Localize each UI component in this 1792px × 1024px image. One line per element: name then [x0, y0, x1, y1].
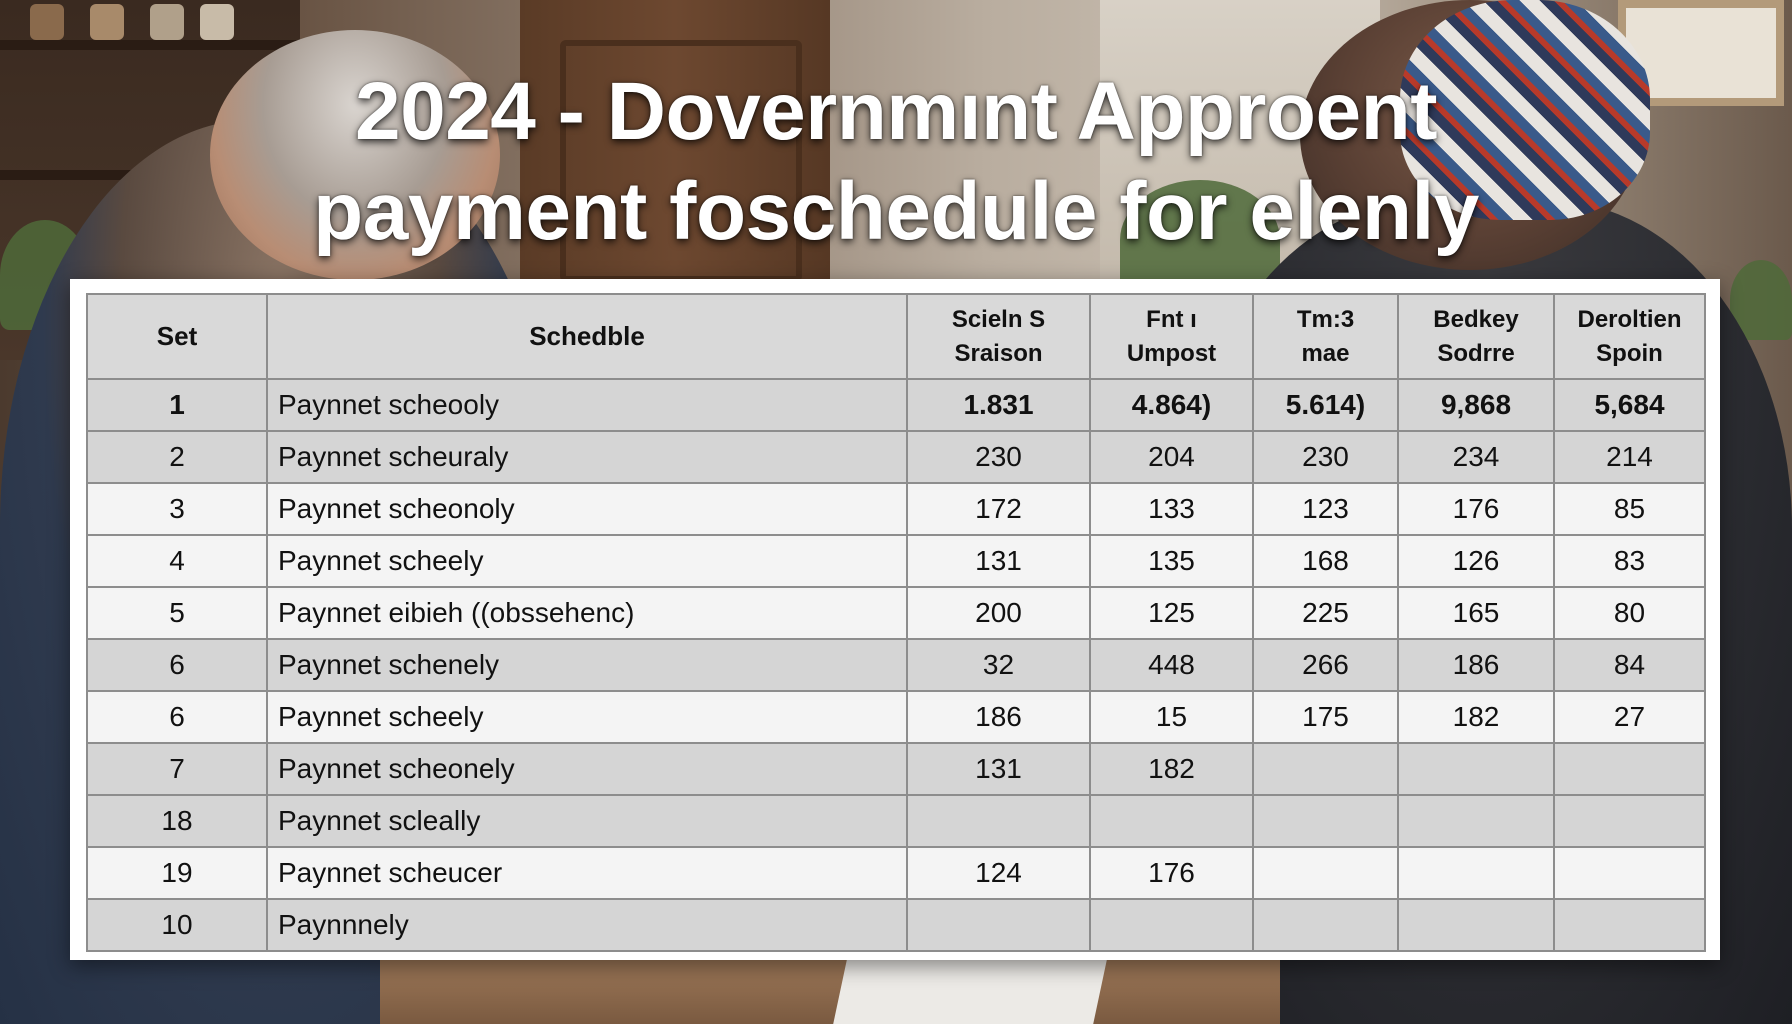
table-row: [87, 743, 1705, 795]
column-header-label: Spoin: [1596, 339, 1663, 367]
cell-value: 204: [1090, 431, 1253, 483]
cell-value: 266: [1253, 639, 1398, 691]
column-header-label: Scieln S: [951, 305, 1046, 333]
cell-value: 131: [907, 743, 1090, 795]
column-header-5: [1253, 294, 1398, 379]
cell-value: 1.831: [907, 379, 1090, 431]
column-header-7: [1554, 294, 1705, 379]
cell-value: 225: [1253, 587, 1398, 639]
jar: [90, 4, 124, 40]
table-row: [87, 379, 1705, 431]
column-header-4: [1090, 294, 1253, 379]
cell-value: 186: [1398, 639, 1554, 691]
wooden-table: [380, 955, 1280, 1024]
paper-document: [833, 960, 1107, 1024]
column-header-label: Sodrre: [1437, 339, 1515, 367]
cell-schedule: Paynnet schenely: [267, 639, 907, 691]
cell-value: [1554, 743, 1705, 795]
shelf-board: [0, 40, 300, 50]
headline-line-2: payment foschedule for elenly: [313, 166, 1479, 257]
cell-value: 83: [1554, 535, 1705, 587]
cell-value: [1398, 899, 1554, 951]
column-header-label: Set: [156, 321, 198, 351]
cell-schedule: Paynnet scheonely: [267, 743, 907, 795]
table-row: [87, 431, 1705, 483]
column-header-label: Fnt ı: [1146, 305, 1197, 333]
cell-schedule: Paynnet eibieh ((obssehenc): [267, 587, 907, 639]
cell-value: 27: [1554, 691, 1705, 743]
cell-value: [1554, 847, 1705, 899]
cell-value: [1554, 899, 1705, 951]
jar: [200, 4, 234, 40]
table-row: [87, 535, 1705, 587]
cell-value: 230: [1253, 431, 1398, 483]
cell-schedule: Paynnet scheely: [267, 691, 907, 743]
cell-set: 19: [87, 847, 267, 899]
headline-line-1: 2024 - Dovernmınt Approent: [354, 66, 1438, 157]
cell-value: 32: [907, 639, 1090, 691]
column-header-3: [907, 294, 1090, 379]
cell-value: 124: [907, 847, 1090, 899]
cell-schedule: Paynnet scheonoly: [267, 483, 907, 535]
jar: [150, 4, 184, 40]
cell-schedule: Paynnnely: [267, 899, 907, 951]
cell-schedule: Paynnet scheely: [267, 535, 907, 587]
cell-value: [1253, 743, 1398, 795]
column-header-label: Deroltien: [1577, 305, 1682, 333]
cell-set: 3: [87, 483, 267, 535]
cell-value: 200: [907, 587, 1090, 639]
payment-schedule-table: [86, 293, 1706, 952]
table-row: [87, 795, 1705, 847]
table-row: [87, 587, 1705, 639]
cell-value: 15: [1090, 691, 1253, 743]
cell-value: 9,868: [1398, 379, 1554, 431]
cell-schedule: Paynnet scheooly: [267, 379, 907, 431]
cell-value: 126: [1398, 535, 1554, 587]
cell-value: [1398, 847, 1554, 899]
column-header-label: Sraison: [954, 339, 1043, 367]
jar: [30, 4, 64, 40]
cell-value: [1554, 795, 1705, 847]
cell-value: [1398, 743, 1554, 795]
table-row: [87, 691, 1705, 743]
cell-value: 131: [907, 535, 1090, 587]
cell-set: 5: [87, 587, 267, 639]
cell-value: 175: [1253, 691, 1398, 743]
cell-value: 5,684: [1554, 379, 1705, 431]
cell-value: 182: [1090, 743, 1253, 795]
cell-value: [907, 899, 1090, 951]
cell-value: 84: [1554, 639, 1705, 691]
table-row: [87, 639, 1705, 691]
cell-value: [1253, 847, 1398, 899]
cell-value: 186: [907, 691, 1090, 743]
table-row: [87, 483, 1705, 535]
cell-value: [1398, 795, 1554, 847]
cell-value: 133: [1090, 483, 1253, 535]
cell-value: 182: [1398, 691, 1554, 743]
cell-value: [1090, 795, 1253, 847]
cell-value: 176: [1090, 847, 1253, 899]
cell-schedule: Paynnet scheucer: [267, 847, 907, 899]
headline: [0, 62, 1792, 262]
cell-schedule: Paynnet scleally: [267, 795, 907, 847]
cell-value: [1090, 899, 1253, 951]
cell-set: 2: [87, 431, 267, 483]
cell-value: 448: [1090, 639, 1253, 691]
cell-value: 172: [907, 483, 1090, 535]
cell-value: 85: [1554, 483, 1705, 535]
cell-set: 10: [87, 899, 267, 951]
cell-value: 80: [1554, 587, 1705, 639]
table-row: [87, 899, 1705, 951]
column-header-schedule: [267, 294, 907, 379]
cell-set: 18: [87, 795, 267, 847]
schedule-table-card: [70, 279, 1720, 960]
cell-set: 4: [87, 535, 267, 587]
cell-schedule: Paynnet scheuraly: [267, 431, 907, 483]
column-header-set: [87, 294, 267, 379]
cell-value: 4.864): [1090, 379, 1253, 431]
cell-set: 6: [87, 691, 267, 743]
cell-value: 165: [1398, 587, 1554, 639]
column-header-label: Bedkey: [1433, 305, 1519, 333]
cell-value: 5.614): [1253, 379, 1398, 431]
cell-value: [1253, 795, 1398, 847]
cell-value: 230: [907, 431, 1090, 483]
column-header-label: Schedble: [529, 321, 645, 351]
cell-value: [907, 795, 1090, 847]
column-header-6: [1398, 294, 1554, 379]
cell-value: 125: [1090, 587, 1253, 639]
cell-value: [1253, 899, 1398, 951]
cell-value: 214: [1554, 431, 1705, 483]
cell-set: 6: [87, 639, 267, 691]
table-row: [87, 847, 1705, 899]
cell-value: 135: [1090, 535, 1253, 587]
column-header-label: mae: [1301, 339, 1350, 367]
cell-value: 234: [1398, 431, 1554, 483]
cell-value: 123: [1253, 483, 1398, 535]
cell-set: 1: [87, 379, 267, 431]
cell-value: 168: [1253, 535, 1398, 587]
table-header-row: [87, 294, 1705, 379]
cell-set: 7: [87, 743, 267, 795]
cell-value: 176: [1398, 483, 1554, 535]
column-header-label: Umpost: [1126, 339, 1217, 367]
column-header-label: Tm:3: [1296, 305, 1355, 333]
